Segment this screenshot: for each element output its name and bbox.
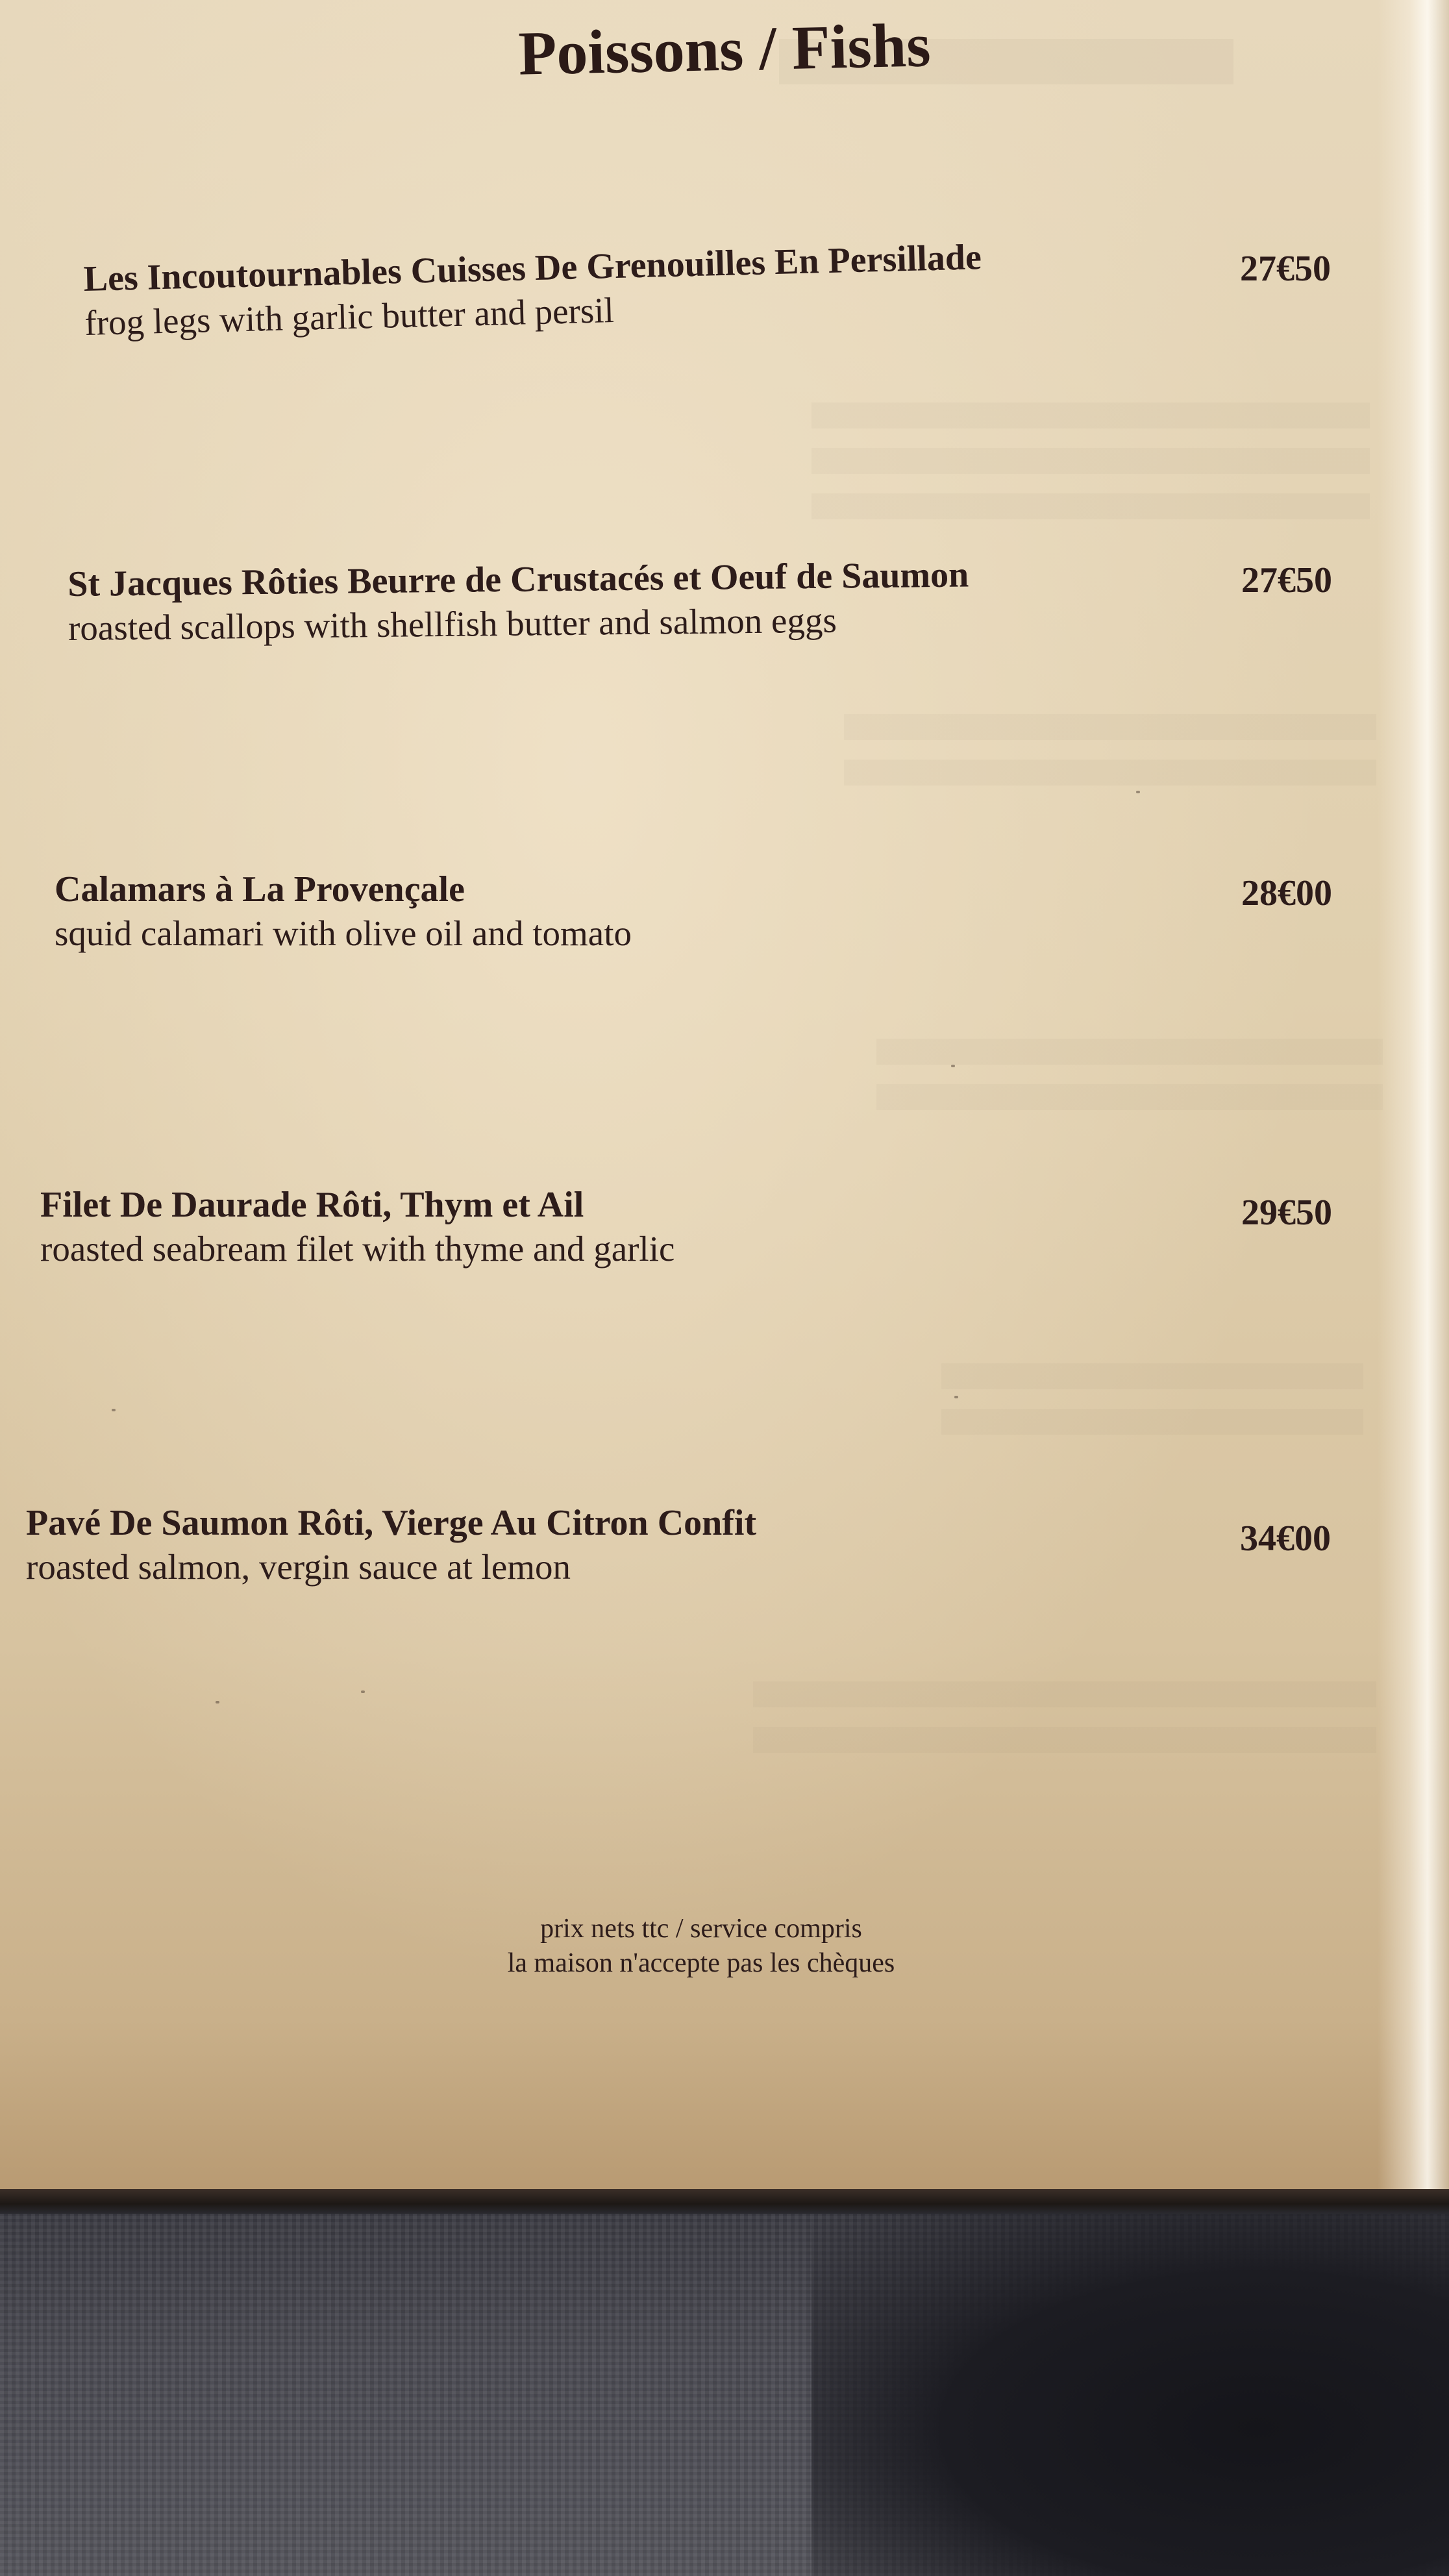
menu-item-description: frog legs with garlic butter and persil (84, 290, 615, 343)
paper-speck (361, 1690, 365, 1693)
menu-item-price: 29€50 (1241, 1193, 1332, 1233)
menu-item-name: St Jacques Rôties Beurre de Crustacés et Oeuf de Saumon (67, 554, 969, 604)
menu-item-price: 34€00 (1240, 1518, 1331, 1559)
footer-cheque-note: la maison n'accepte pas les chèques (507, 1948, 895, 1978)
menu-item-name: Filet De Daurade Rôti, Thym et Ail (40, 1185, 584, 1225)
footer-price-note: prix nets ttc / service compris (540, 1914, 862, 1944)
menu-item-description: roasted salmon, vergin sauce at lemon (26, 1546, 571, 1587)
menu-cover-edge (0, 2189, 1449, 2214)
page-edge-highlight (1378, 0, 1449, 2194)
paper-speck (951, 1065, 955, 1067)
show-through (811, 402, 1370, 532)
menu-item-name: Les Incoutournables Cuisses De Grenouilles En Persillade (82, 237, 982, 299)
menu-item-price: 28€00 (1241, 873, 1332, 913)
menu-title: Poissons / Fishs (517, 10, 932, 88)
menu-item-name: Calamars à La Provençale (55, 869, 465, 910)
menu-item-description: squid calamari with olive oil and tomato (55, 913, 632, 953)
paper-speck (216, 1701, 219, 1703)
paper-speck (112, 1409, 116, 1411)
menu-item (40, 1185, 675, 1269)
show-through (753, 1681, 1376, 1772)
paper-speck (1136, 791, 1140, 793)
menu-item (26, 1504, 756, 1587)
menu-item-name: Pavé De Saumon Rôti, Vierge Au Citron Confit (26, 1503, 757, 1543)
table-shadow (811, 2207, 1449, 2576)
show-through (876, 1039, 1383, 1130)
show-through (844, 714, 1376, 805)
menu-item (55, 870, 632, 954)
show-through (941, 1363, 1363, 1454)
menu-item-price: 27€50 (1241, 560, 1332, 601)
paper-speck (954, 1396, 958, 1398)
menu-footer (0, 1912, 1402, 1980)
menu-item-price: 27€50 (1240, 249, 1331, 289)
menu-item-description: roasted seabream filet with thyme and garlic (40, 1228, 675, 1269)
menu-item (68, 555, 969, 648)
menu-item-description: roasted scallops with shellfish butter and salmon eggs (68, 600, 837, 648)
menu-item (83, 238, 983, 343)
